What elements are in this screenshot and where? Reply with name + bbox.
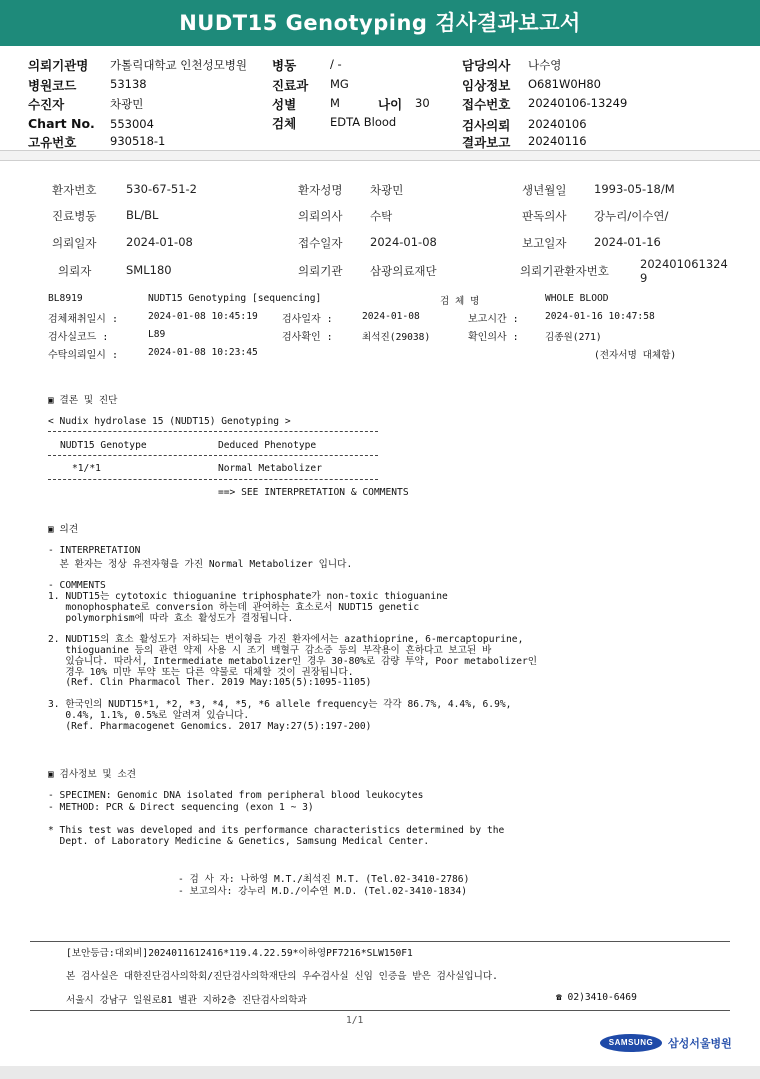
grid-label: 의뢰의사 — [298, 209, 343, 223]
genotype-value: *1/*1 — [72, 463, 101, 474]
grid-value: SML180 — [126, 263, 172, 277]
label-ward: 병동 — [272, 58, 297, 73]
grid-label: 의뢰기관 — [298, 264, 343, 278]
grid-value: BL/BL — [126, 208, 159, 222]
footer-rule-bottom — [30, 1010, 730, 1011]
lab-phone: ☎ 02)3410-6469 — [556, 992, 637, 1003]
label-clinical-info: 임상정보 — [462, 78, 511, 93]
comment-line: (Ref. Clin Pharmacol Ther. 2019 May:105(5):1095-1105) — [48, 677, 372, 689]
value-age: 30 — [415, 96, 430, 110]
esign-note: (전자서명 대체함) — [594, 350, 677, 361]
reporter-line: - 보고의사: 강누리 M.D./이수연 M.D. (Tel.02-3410-1834) — [178, 886, 468, 897]
lab-code-value: L89 — [148, 329, 166, 340]
method-line: * This test was developed and its performance characteristics determined by the — [48, 824, 505, 836]
comment-line: monophosphate로 conversion 하는데 관여하는 효소로서 NUDT15 genetic — [48, 601, 420, 613]
request-time-value: 2024-01-08 10:23:45 — [148, 347, 258, 358]
page-number: 1/1 — [346, 1015, 364, 1026]
exam-confirm-value: 최석진(29038) — [362, 332, 431, 343]
see-comments-note: ==> SEE INTERPRETATION & COMMENTS — [218, 487, 409, 498]
label-attending-doctor: 담당의사 — [462, 58, 511, 73]
examiner-line: - 검 사 자: 나하영 M.T./최석진 M.T. (Tel.02-3410-2786) — [178, 874, 470, 885]
results-subtitle: < Nudix hydrolase 15 (NUDT15) Genotyping > — [48, 416, 291, 427]
grid-label: 진료병동 — [52, 209, 97, 223]
specimen-name-label: 검 체 명 — [440, 296, 480, 307]
value-hospital-code: 53138 — [110, 77, 147, 91]
hospital-logo — [600, 1032, 732, 1052]
hospital-name: 삼성서울병원 — [668, 1036, 732, 1050]
results-rule — [48, 455, 378, 456]
comment-line: 0.4%, 1.1%, 0.5%로 알려져 있습니다. — [48, 709, 250, 721]
request-time-label: 수탁의뢰일시 : — [48, 350, 119, 361]
label-patient: 수진자 — [28, 97, 65, 112]
method-line: Dept. of Laboratory Medicine & Genetics, Samsung Medical Center. — [48, 836, 430, 848]
comment-line: 2. NUDT15의 효소 활성도가 저하되는 변이형을 가진 환자에서는 azathioprine, 6-mercaptopurine, — [48, 634, 524, 646]
value-result-report: 20240116 — [528, 134, 587, 148]
phenotype-value: Normal Metabolizer — [218, 463, 322, 474]
grid-label: 의뢰기관환자번호 — [520, 264, 609, 278]
security-line: [보안등급:대외비]2024011612416*119.4.22.59*이하영PF7216*SLW150F1 — [66, 948, 413, 959]
method-body — [48, 790, 504, 848]
label-receipt-number: 접수번호 — [462, 97, 511, 112]
grid-value: 수탁 — [370, 209, 393, 223]
grid-value: 2024-01-08 — [370, 235, 437, 249]
grid-value: 2024-01-08 — [126, 235, 193, 249]
label-specimen: 검체 — [272, 116, 297, 131]
comment-line: 있습니다. 따라서, Intermediate metabolizer인 경우 30-80%로 감량 투약, Poor metabolizer인 — [48, 655, 538, 667]
grid-value: 1993-05-18/M — [594, 182, 675, 196]
comments-title: - COMMENTS — [48, 580, 106, 591]
divider-top — [0, 150, 760, 151]
label-sex: 성별 — [272, 97, 297, 112]
grid-label: 접수일자 — [298, 236, 343, 250]
grid-label: 의뢰일자 — [52, 236, 97, 250]
test-code: BL8919 — [48, 293, 83, 304]
viewer-bottom-bar — [0, 1066, 760, 1079]
comment-line: thioguanine 등의 관련 약제 사용 시 조기 백혈구 감소증 등의 부작용이 흔하다고 보고된 바 — [48, 644, 492, 656]
phenotype-column-header: Deduced Phenotype — [218, 440, 317, 451]
samsung-logo: SAMSUNG — [600, 1034, 662, 1052]
lab-address: 서울시 강남구 일원로81 별관 지하2층 진단검사의학과 — [66, 995, 307, 1006]
grid-value-continued: 9 — [640, 271, 648, 285]
collect-time-label: 검체채취일시 : — [48, 314, 119, 325]
report-time-label: 보고시간 : — [468, 314, 519, 325]
interpretation-text: 본 환자는 정상 유전자형을 가진 Normal Metabolizer 입니다. — [48, 559, 353, 570]
label-hospital-code: 병원코드 — [28, 78, 77, 93]
method-line: - METHOD: PCR & Direct sequencing (exon 1 ~ 3) — [48, 801, 314, 813]
grid-label: 환자번호 — [52, 183, 97, 197]
label-requesting-institution: 의뢰기관명 — [28, 58, 89, 73]
exam-date-value: 2024-01-08 — [362, 311, 420, 322]
value-receipt-number: 20240106-13249 — [528, 96, 628, 110]
divider-bottom — [0, 160, 760, 161]
label-test-request: 검사의뢰 — [462, 118, 511, 133]
comment-line: polymorphism에 따라 효소 활성도가 결정됩니다. — [48, 612, 294, 624]
interpretation-title: - INTERPRETATION — [48, 545, 141, 556]
grid-value: 삼광의료재단 — [370, 264, 437, 278]
grid-value: 강누리/이수연/ — [594, 209, 669, 223]
results-rule — [48, 479, 378, 480]
confirm-doctor-label: 확인의사 : — [468, 332, 519, 343]
value-attending-doctor: 나수영 — [528, 58, 562, 72]
test-name: NUDT15 Genotyping [sequencing] — [148, 293, 322, 304]
method-heading: ▣ 검사정보 및 소견 — [48, 769, 136, 780]
grid-value: 530-67-51-2 — [126, 182, 197, 196]
report-title-bar — [0, 0, 760, 46]
grid-value: 2024-01-16 — [594, 235, 661, 249]
comment-line: (Ref. Pharmacogenet Genomics. 2017 May:27(5):197-200) — [48, 720, 372, 732]
value-patient: 차광민 — [110, 97, 144, 111]
grid-label: 의뢰자 — [58, 264, 92, 278]
exam-date-label: 검사일자 : — [282, 314, 333, 325]
value-test-request: 20240106 — [528, 117, 587, 131]
label-chart-no: Chart No. — [28, 116, 95, 131]
report-title: NUDT15 Genotyping 검사결과보고서 — [179, 11, 581, 35]
grid-label: 생년월일 — [522, 183, 567, 197]
exam-confirm-label: 검사확인 : — [282, 332, 333, 343]
value-department: MG — [330, 77, 349, 91]
value-ward: / - — [330, 57, 342, 71]
value-sex: M — [330, 96, 340, 110]
label-unique-number: 고유번호 — [28, 135, 77, 150]
comment-line: 경우 10% 미만 투약 또는 다른 약물로 대체할 것이 권장됩니다. — [48, 666, 354, 678]
grid-value: 차광민 — [370, 183, 404, 197]
specimen-name-value: WHOLE BLOOD — [545, 293, 609, 304]
value-requesting-institution: 가톨릭대학교 인천성모병원 — [110, 58, 247, 72]
value-clinical-info: O681W0H80 — [528, 77, 601, 91]
grid-label: 판독의사 — [522, 209, 567, 223]
report-time-value: 2024-01-16 10:47:58 — [545, 311, 655, 322]
comment-line: 1. NUDT15는 cytotoxic thioguanine triphosphate가 non-toxic thioguanine — [48, 591, 448, 602]
certification-text: 본 검사실은 대한진단검사의학회/진단검사의학재단의 우수검사실 신임 인증을 받은 검사실입니다. — [66, 971, 498, 982]
method-line — [48, 813, 504, 825]
grid-label: 환자성명 — [298, 183, 343, 197]
label-department: 진료과 — [272, 78, 309, 93]
footer-rule-top — [30, 941, 730, 942]
genotype-column-header: NUDT15 Genotype — [60, 440, 147, 451]
label-result-report: 결과보고 — [462, 135, 511, 150]
collect-time-value: 2024-01-08 10:45:19 — [148, 311, 258, 322]
grid-value: 202401061324 — [640, 257, 728, 271]
comment-line: 3. 한국인의 NUDT15*1, *2, *3, *4, *5, *6 allele frequency는 각각 86.7%, 4.4%, 6.9%, — [48, 698, 512, 710]
value-unique-number: 930518-1 — [110, 134, 166, 148]
method-line: - SPECIMEN: Genomic DNA isolated from peripheral blood leukocytes — [48, 790, 424, 801]
value-specimen: EDTA Blood — [330, 115, 397, 129]
lab-code-label: 검사실코드 : — [48, 332, 109, 343]
results-rule — [48, 431, 378, 432]
results-heading: ▣ 결론 및 진단 — [48, 395, 118, 406]
comments-body — [48, 592, 537, 732]
confirm-doctor-value: 김종원(271) — [545, 332, 602, 343]
grid-label: 보고일자 — [522, 236, 567, 250]
label-age: 나이 — [378, 97, 403, 112]
section-divider-band — [0, 150, 760, 160]
value-chart-no: 553004 — [110, 117, 154, 131]
opinion-heading: ▣ 의견 — [48, 524, 79, 535]
